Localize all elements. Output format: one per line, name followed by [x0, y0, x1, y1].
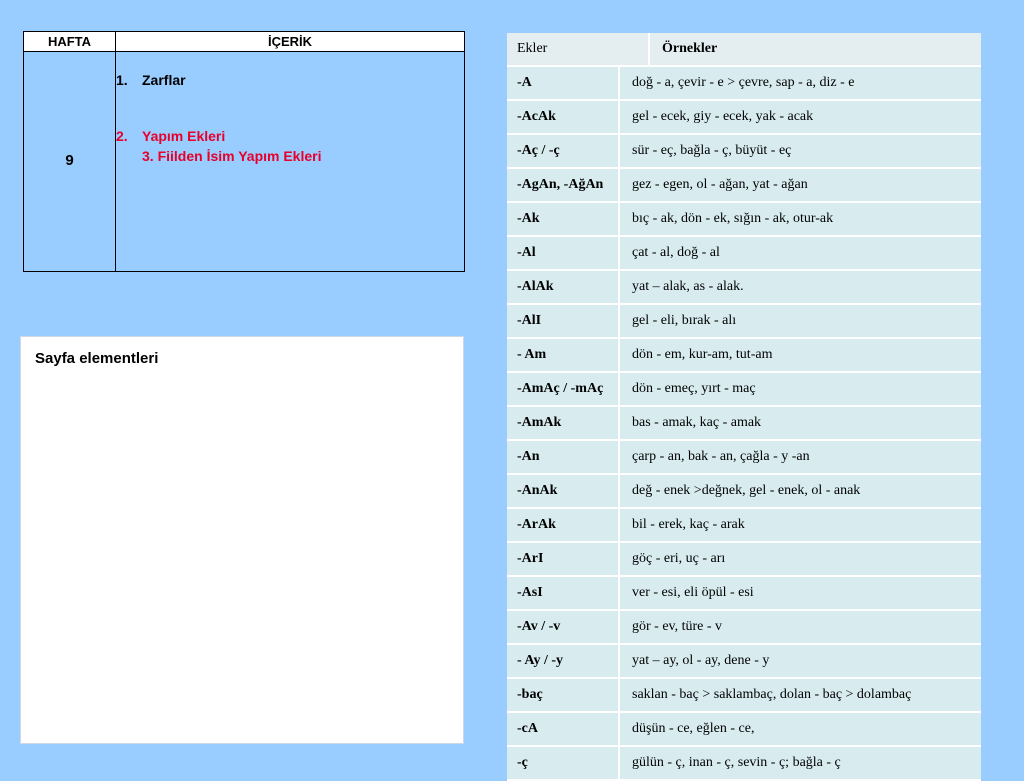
week-table: [23, 31, 465, 272]
examples-cell: çarp - an, bak - an, çağla - y -an: [618, 441, 981, 473]
suffix-cell: -AcAk: [517, 109, 556, 124]
examples-cell: gez - egen, ol - ağan, yat - ağan: [618, 169, 981, 201]
item-number: 1.: [116, 72, 128, 88]
examples-cell: bıç - ak, dön - ek, sığın - ak, otur-ak: [618, 203, 981, 235]
item-text: 3. Fiilden İsim Yapım Ekleri: [142, 148, 322, 164]
suffix-cell: -AnAk: [517, 483, 558, 498]
table-row: [507, 747, 981, 781]
suffix-cell: -baç: [517, 687, 543, 702]
table-row: [507, 305, 981, 339]
page-elements-box: [20, 336, 464, 744]
suffix-table: [507, 33, 981, 781]
examples-column-header: Örnekler: [648, 33, 981, 65]
item-number: 2.: [116, 128, 128, 144]
table-row: [507, 679, 981, 713]
suffix-cell: -Ak: [517, 211, 540, 226]
suffix-column-header: Ekler: [517, 41, 548, 56]
table-row: [507, 373, 981, 407]
table-row: [507, 67, 981, 101]
suffix-cell: -cA: [517, 721, 538, 736]
examples-cell: ver - esi, eli öpül - esi: [618, 577, 981, 609]
table-row: [507, 509, 981, 543]
examples-cell: dön - emeç, yırt - maç: [618, 373, 981, 405]
examples-cell: gel - ecek, giy - ecek, yak - acak: [618, 101, 981, 133]
page-elements-title: Sayfa elementleri: [35, 350, 159, 367]
examples-cell: doğ - a, çevir - e > çevre, sap - a, diz - e: [618, 67, 981, 99]
suffix-cell: -Al: [517, 245, 536, 260]
table-row: [507, 135, 981, 169]
examples-cell: çat - al, doğ - al: [618, 237, 981, 269]
examples-cell: saklan - baç > saklambaç, dolan - baç > dolambaç: [618, 679, 981, 711]
item-text: Yapım Ekleri: [142, 128, 226, 144]
examples-cell: göç - eri, uç - arı: [618, 543, 981, 575]
suffix-cell: -AlI: [517, 313, 542, 328]
suffix-cell: -AgAn, -AğAn: [517, 177, 604, 192]
table-row: [507, 271, 981, 305]
table-row: [507, 475, 981, 509]
table-row: [507, 543, 981, 577]
suffix-cell: -ç: [517, 755, 528, 770]
examples-cell: gel - eli, bırak - alı: [618, 305, 981, 337]
table-row: [507, 645, 981, 679]
week-header-cell: HAFTA: [24, 32, 116, 51]
examples-cell: yat – alak, as - alak.: [618, 271, 981, 303]
table-row: [507, 169, 981, 203]
table-row: [507, 237, 981, 271]
item-text: Zarflar: [142, 72, 186, 88]
suffix-cell: - Ay / -y: [517, 653, 564, 668]
table-row: [507, 611, 981, 645]
suffix-cell: - Am: [517, 347, 547, 362]
suffix-cell: -AmAk: [517, 415, 562, 430]
examples-cell: sür - eç, bağla - ç, büyüt - eç: [618, 135, 981, 167]
suffix-cell: -Aç / -ç: [517, 143, 560, 158]
week-number: 9: [65, 152, 74, 169]
suffix-cell: -AsI: [517, 585, 543, 600]
table-row: [507, 339, 981, 373]
table-row: [507, 577, 981, 611]
table-row: [507, 441, 981, 475]
suffix-cell: -ArI: [517, 551, 544, 566]
week-table-header: [24, 32, 464, 52]
examples-cell: düşün - ce, eğlen - ce,: [618, 713, 981, 745]
suffix-cell: -An: [517, 449, 540, 464]
suffix-table-body: [507, 67, 981, 781]
examples-cell: gülün - ç, inan - ç, sevin - ç; bağla - ç: [618, 747, 981, 779]
suffix-cell: -AmAç / -mAç: [517, 381, 604, 396]
examples-cell: bas - amak, kaç - amak: [618, 407, 981, 439]
examples-cell: gör - ev, türe - v: [618, 611, 981, 643]
suffix-cell: -A: [517, 75, 532, 90]
examples-cell: değ - enek >değnek, gel - enek, ol - anak: [618, 475, 981, 507]
content-header-cell: İÇERİK: [267, 34, 313, 49]
examples-cell: dön - em, kur-am, tut-am: [618, 339, 981, 371]
suffix-table-header: [507, 33, 981, 67]
table-row: [507, 407, 981, 441]
suffix-cell: -AlAk: [517, 279, 554, 294]
table-row: [507, 203, 981, 237]
examples-cell: yat – ay, ol - ay, dene - y: [618, 645, 981, 677]
table-row: [507, 101, 981, 135]
suffix-cell: -ArAk: [517, 517, 556, 532]
table-row: [507, 713, 981, 747]
suffix-cell: -Av / -v: [517, 619, 561, 634]
examples-cell: bil - erek, kaç - arak: [618, 509, 981, 541]
